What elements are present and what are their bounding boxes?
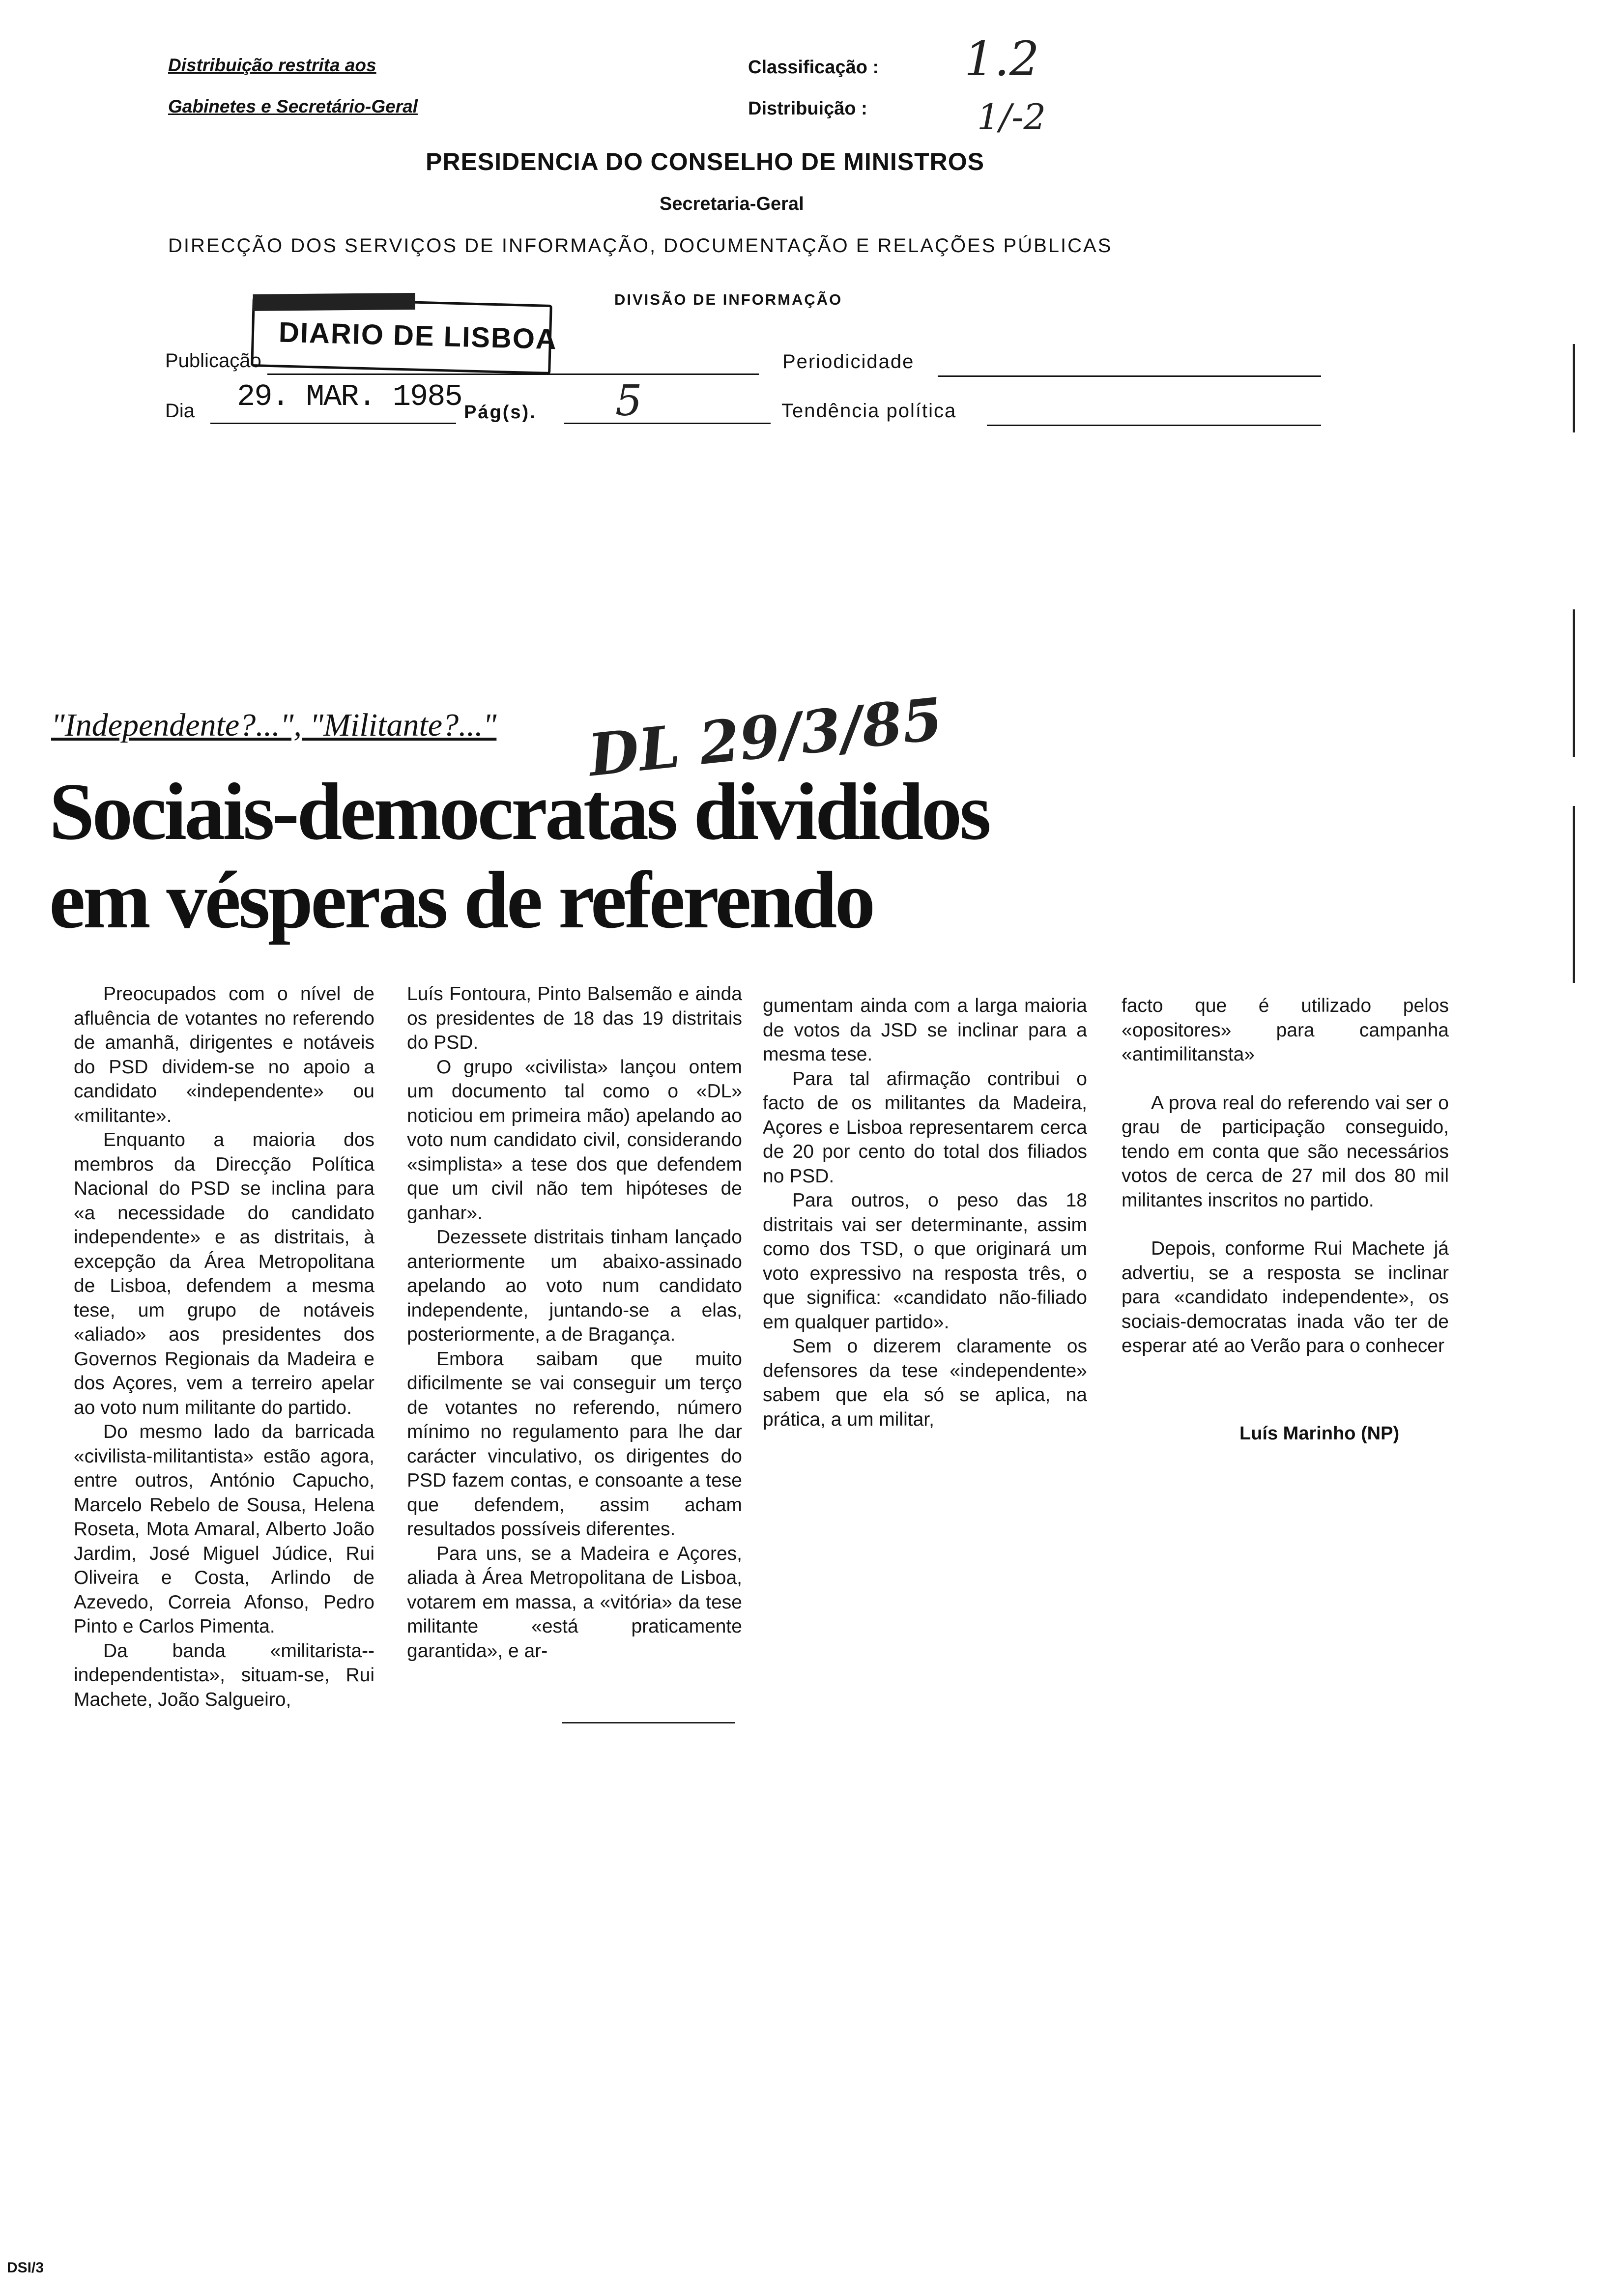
dia-stamped-date: 29. MAR. 1985 <box>237 379 462 414</box>
publicacao-line <box>267 373 759 375</box>
paragraph: A prova real do referendo vai ser o grau de participação conseguido, tendo em conta que são necessários votos de cerca de 27 mil dos 80 mil militantes inscritos no partido. <box>1122 1092 1449 1211</box>
stamp-text: DIARIO DE LISBOA <box>278 316 558 356</box>
paragraph: O grupo «civilista» lançou ontem um documento tal como o «DL» noticiou em primeira mão) apelando ao voto num candidato civil, considerando «simplista» a tese dos que defendem que um civil não tem hipóteses de ganhar». <box>407 1056 742 1224</box>
paragraph: Para tal afirmação contribui o facto de os militantes da Madeira, Açores e Lisboa representarem cerca de 20 por cento do total dos filiados no PSD. <box>763 1068 1087 1187</box>
periodicidade-line <box>938 375 1321 377</box>
scan-edge-mark <box>1573 609 1575 757</box>
paragraph: facto que é utilizado pelos «opositores» para campanha «antimilitansta» <box>1122 995 1449 1065</box>
secretaria-geral: Secretaria-Geral <box>660 194 804 214</box>
classificacao-handwritten-value: 1.2 <box>964 31 1039 86</box>
direccao-line: DIRECÇÃO DOS SERVIÇOS DE INFORMAÇÃO, DOCUMENTAÇÃO E RELAÇÕES PÚBLICAS <box>168 235 1113 257</box>
dia-line <box>210 423 456 424</box>
article-column-1 <box>74 982 374 1712</box>
paragraph: Para outros, o peso das 18 distritais vai ser determinante, assim como dos TSD, o que originará um voto expressivo na resposta três, o que significa: «candidato não-filiado em qualquer partido». <box>763 1190 1087 1333</box>
scan-edge-mark <box>1573 806 1575 983</box>
dia-label: Dia <box>165 400 195 422</box>
article-byline: Luís Marinho (NP) <box>1239 1423 1400 1444</box>
pag-label: Pág(s). <box>464 402 537 423</box>
paragraph: Da banda «militarista--independentista», situam-se, Rui Machete, João Salgueiro, <box>74 1640 374 1710</box>
article-kicker: "Independente?...", "Militante?..." <box>51 707 497 743</box>
periodicidade-label: Periodicidade <box>782 351 915 373</box>
paragraph: Dezessete distritais tinham lançado anteriormente um abaixo-assinado apelando ao voto num candidato independente, juntando-se a elas, posteriormente, a de Bragança. <box>407 1227 742 1345</box>
paragraph: Preocupados com o nível de afluência de votantes no referendo de amanhã, dirigentes e notáveis do PSD dividem-se no apoio a candidato «independente» ou «militante». <box>74 983 374 1126</box>
paragraph: Sem o dizerem claramente os defensores da tese «independente» sabem que ela só se aplica, na prática, a um militar, <box>763 1336 1087 1430</box>
classificacao-label: Classificação : <box>748 57 879 78</box>
distribuicao-label: Distribuição : <box>748 98 867 119</box>
article-headline-line1: Sociais-democratas divididos <box>49 766 989 857</box>
divisao-informacao: DIVISÃO DE INFORMAÇÃO <box>614 291 843 308</box>
article-column-2 <box>407 982 742 1663</box>
article-column-4 <box>1122 994 1449 1358</box>
pag-handwritten-value: 5 <box>615 376 642 426</box>
tendencia-label: Tendência política <box>781 400 957 422</box>
org-title: PRESIDENCIA DO CONSELHO DE MINISTROS <box>426 148 985 175</box>
footer-code: DSI/3 <box>7 2260 44 2276</box>
distribution-line1: Distribuição restrita aos <box>168 55 376 75</box>
article-column-3 <box>763 994 1087 1432</box>
article-headline-line2: em vésperas de referendo <box>49 855 873 945</box>
paragraph: Para uns, se a Madeira e Açores, aliada à Área Metropolitana de Lisboa, votarem em massa, a «vitória» da tese militante «está praticamente garantida», e ar- <box>407 1543 742 1662</box>
publicacao-label: Publicação <box>165 350 261 372</box>
distribuicao-handwritten-value: 1/-2 <box>977 96 1046 138</box>
pag-line <box>564 423 771 424</box>
publication-stamp <box>251 297 558 374</box>
scan-edge-mark <box>1573 344 1575 432</box>
paragraph: Enquanto a maioria dos membros da Direcção Política Nacional do PSD se inclina para «a necessidade do candidato independente» e as distritais, à excepção da Área Metropolitana de Lisboa, defendem a mesma tese, um grupo de notáveis «aliado» aos presidentes dos Governos Regionais da Madeira e dos Açores, vem a terreiro apelar ao voto num militante do partido. <box>74 1129 374 1418</box>
paragraph: Do mesmo lado da barricada «civilista-militantista» estão agora, entre outros, António Capucho, Marcelo Rebelo de Sousa, Helena Roseta, Mota Amaral, Alberto João Jardim, José Miguel Júdice, Rui Oliveira e Costa, Arlindo de Azevedo, Correia Afonso, Pedro Pinto e Carlos Pimenta. <box>74 1421 374 1637</box>
paragraph: gumentam ainda com a larga maioria de votos da JSD se inclinar para a mesma tese. <box>763 995 1087 1065</box>
tendencia-line <box>987 425 1321 426</box>
paragraph: Luís Fontoura, Pinto Balsemão e ainda os presidentes de 18 das 19 distritais do PSD. <box>407 983 742 1053</box>
handwritten-date-annotation: DL 29/3/85 <box>585 684 946 790</box>
paragraph: Depois, conforme Rui Machete já advertiu, se a resposta se inclinar para «candidato independente», os sociais-democratas inada vão ter de esperar até ao Verão para o conhecer <box>1122 1238 1449 1356</box>
distribution-line2: Gabinetes e Secretário-Geral <box>168 96 418 116</box>
paragraph: Embora saibam que muito dificilmente se vai conseguir um terço de votantes no referendo, número mínimo no regulamento para lhe dar carácter vinculativo, os dirigentes do PSD fazem contas, e consoante a tese que defendem, assim acham resultados possíveis diferentes. <box>407 1348 742 1540</box>
article-end-rule <box>562 1722 735 1723</box>
